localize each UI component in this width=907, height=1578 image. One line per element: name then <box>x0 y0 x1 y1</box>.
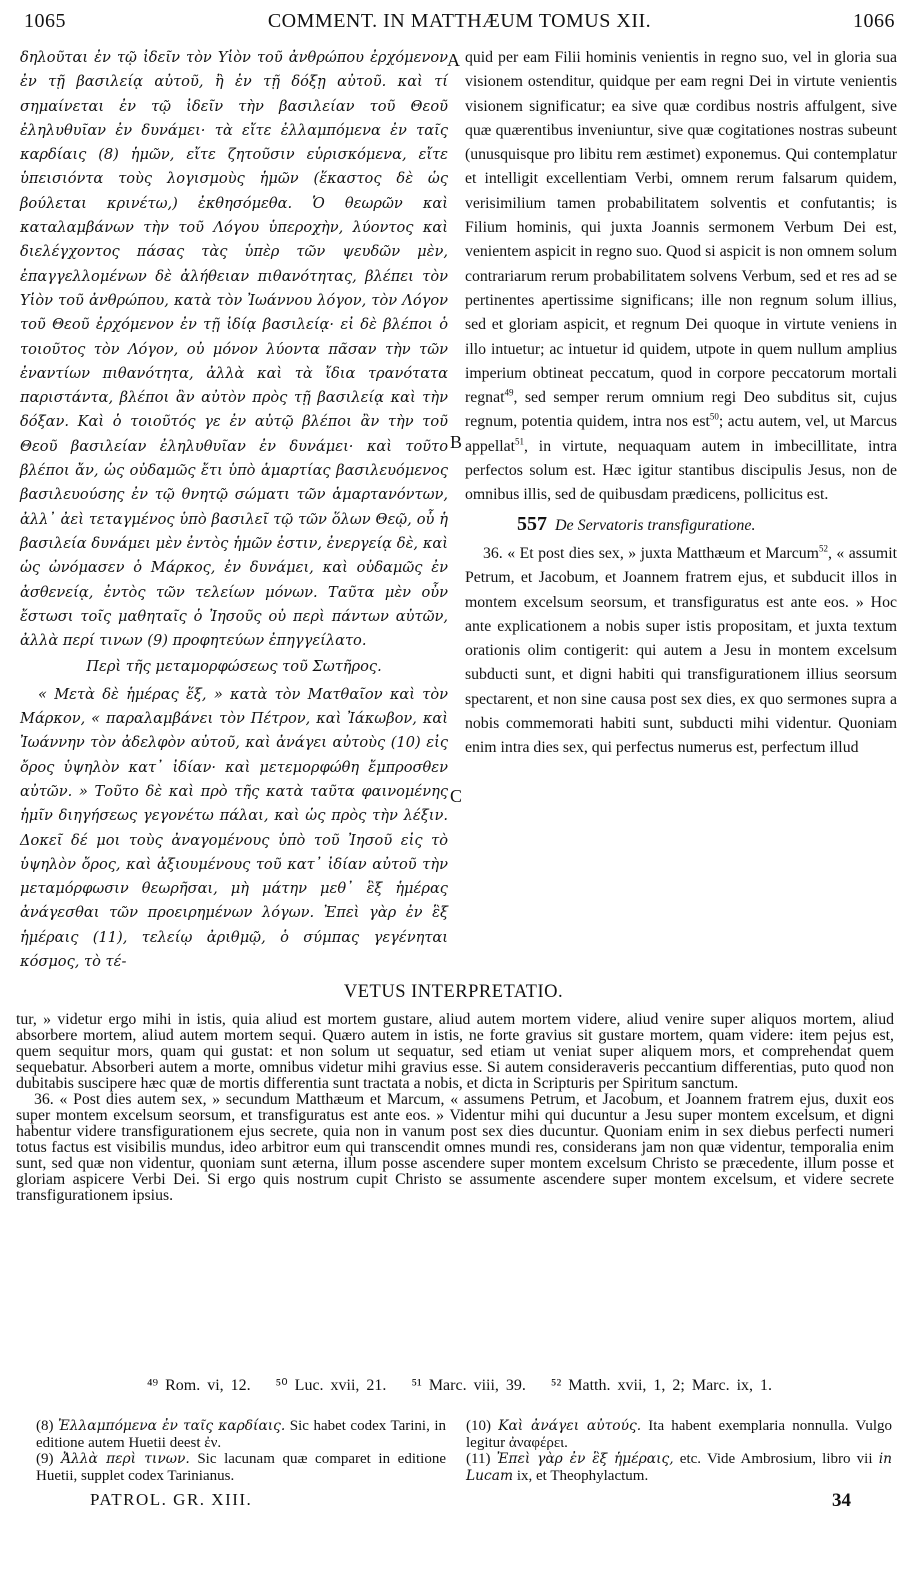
page-header <box>24 10 895 36</box>
section-number: 557 <box>517 512 547 535</box>
greek-section-title: Περὶ τῆς μεταμορφώσεως τοῦ Σωτῆρος. <box>86 658 382 676</box>
note-number: (11) <box>466 1451 491 1467</box>
latin-text: , in virtute, nequaquam autem in imbecillitate, intra perfectos solum est. Hæc igitur stantibus discipulis Jesus, non de omnibus illis, sed de quibusdam prædicens, pollicitus est. <box>465 437 897 504</box>
latin-column <box>465 46 897 761</box>
footnote-ref: 52 <box>818 543 828 554</box>
latin-section-heading <box>465 512 897 538</box>
page-number-left: 1065 <box>24 10 66 32</box>
latin-paragraph-1 <box>465 46 897 508</box>
notes-right <box>466 1418 892 1484</box>
footer-signature: PATROL. GR. XIII. <box>90 1490 253 1509</box>
note-9 <box>36 1451 446 1484</box>
vetus-heading: VETUS INTERPRETATIO. <box>343 982 564 1002</box>
latin-text: quid per eam Filii hominis venientis in regno suo, vel in gloria sua visionem ostenditur, quidque per eam regni Dei in virtute venientis visionem significatur; ea sive quæ cordibus nostris affulgent, sive quæ quærentibus inveniuntur, sive quæ cogitationes nostras subeunt (unusquisque pro libitu rem æstimet) exponemus. Qui contemplatur et intelligit excellentiam Verbi, omnem rerum falsarum quidem, verisimilium tamen probabilitatem solventis et confutantis; is Filium hominis, qui juxta Joannis sermonem Verbum Dei est, venientem aspicit in regno suo. Quod si aspicit is non omnem solum contrariarum rerum probabilitatem solvens Verbum, sed et res ad se pertinentes apertissime significans; ille non regnum solum illius, sed et gloriam aspicit, et regnum Dei quoque in virtute veniens in illo intuetur; ac intuetur id quidem, utpote in quem nullum amplius imperium obtineat peccatum, quod in corpore peccatorum mortali regnat <box>465 49 897 407</box>
note-greek: Καὶ ἀνάγει αὐτούς. <box>498 1418 642 1434</box>
note-italic: in Lucam <box>466 1451 892 1484</box>
note-greek: Ἐπεὶ γὰρ ἐν ἓξ ἡμέραις, <box>496 1451 674 1467</box>
latin-text: , sed semper rerum omnium regi Deo subditus sit, cujus regnum, potentia quidem, intra nos est <box>465 389 897 431</box>
note-text: Sic lacunam quæ comparet in editione Huetii, supplet codex Tarinianus. <box>36 1451 446 1484</box>
latin-text: 36. « Et post dies sex, » juxta Matthæum et Marcum <box>483 544 819 562</box>
latin-section-title: De Servatoris transfiguratione. <box>555 516 756 534</box>
note-greek: Ἐλλαμπόμενα ἐν ταῖς καρδίαις. <box>58 1418 286 1434</box>
footer-sheet-number: 34 <box>832 1490 851 1511</box>
margin-letter-b: B <box>450 432 463 452</box>
scripture-ref: ⁵² Matth. xvii, 1, 2; Marc. ix, 1. <box>550 1377 773 1394</box>
note-text: Sic habet codex Tarini, in editione autem Huetii deest ἐν. <box>36 1418 446 1451</box>
scripture-ref: ⁴⁹ Rom. vi, 12. <box>146 1377 251 1394</box>
scripture-references <box>36 1375 883 1395</box>
greek-paragraph-1: δηλοῦται ἐν τῷ ἰδεῖν τὸν Υἱὸν τοῦ ἀνθρώπου ἐρχόμενον ἐν τῇ βασιλείᾳ αὐτοῦ, ἢ ἐν τῇ δόξῃ αὐτοῦ. καὶ τί σημαίνεται ἐν τῷ ἰδεῖν τὴν βασιλείαν τοῦ Θεοῦ ἐληλυθυῖαν ἐν δυνάμει· τὰ εἴτε ἐλλαμπόμενα ἐν ταῖς καρδίαις (8) ἡμῶν, εἴτε ζητοῦσιν εὑρισκόμενα, εἴτε ὑπεισιόντα τοὺς λογισμοὺς ἡμῶν (ἕκαστος δὲ ὡς βούλεται κρινέτω,) ἐκθησόμεθα. Ὁ θεωρῶν καὶ καταλαμβάνων τὴν τοῦ Λόγου ὑπεροχὴν, λύοντος καὶ διελέγχοντος πάσας τὰς ὑπὲρ τῶν ψευδῶν μὲν, ἐπαγγελλομένων δὲ ἀλήθειαν πιθανότητας, βλέπει τὸν Υἱὸν τοῦ ἀνθρώπου, κατὰ τὸν Ἰωάννου λόγον, τὸν Λόγον τοῦ Θεοῦ ἐρχόμενον ἐν τῇ ἰδίᾳ βασιλείᾳ· εἰ δὲ βλέποι ὁ τοιοῦτος τὸν Λόγον, οὐ μόνον λύοντα πᾶσαν τὴν τῶν ἐναντίων πιθανότητα, ἀλλὰ καὶ τὰ ἴδια τρανότατα παριστάντα, βλέποι ἂν αὐτὸν πρὸς τῇ βασιλείᾳ καὶ τὴν δόξαν. Καὶ ὁ τοιοῦτός γε ἐν αὐτῷ βλέποι ἂν τὴν τοῦ Θεοῦ βασιλείαν ἐληλυθυῖαν ἐν δυνάμει· καὶ τοῦτο βλέποι ἄν, ὡς οὐδαμῶς ἔτι ὑπὸ ἁμαρτίας βασιλευόμενος βασιλευούσης ἐν τῷ θνητῷ σώματι τῶν ἁμαρτανόντων, ἀλλ᾽ ἀεὶ τεταγμένος ὑπὸ βασιλεῖ τῷ τῶν ὅλων Θεῷ, οὗ ἡ βασιλεία δυνάμει μὲν ἐντὸς ἡμῶν ἐστιν, ἐνεργείᾳ δὲ, καὶ ὡς ὠνόμασεν ὁ Μάρκος, ἐν δυνάμει, καὶ οὐδαμῶς ἐν ἀσθενείᾳ, ἐντὸς τῶν τελείων μόνων. Ταῦτα μὲν οὖν ἔστωσι τοῖς μαθηταῖς ὁ Ἰησοῦς οὐ περὶ πάντων αὐτῶν, ἀλλὰ περί τινων (9) προφητεύων ἐπηγγείλατο. <box>20 49 448 650</box>
footnote-ref: 50 <box>709 412 719 423</box>
note-number: (10) <box>466 1418 491 1434</box>
greek-paragraph-2: « Μετὰ δὲ ἡμέρας ἕξ, » κατὰ τὸν Ματθαῖον καὶ τὸν Μάρκον, « παραλαμβάνει τὸν Πέτρον, καὶ Ἰάκωβον, καὶ Ἰωάννην τὸν ἀδελφὸν αὐτοῦ, καὶ ἀνάγει αὐτοὺς (10) εἰς ὄρος ὑψηλὸν κατ᾽ ἰδίαν· καὶ μετεμορφώθη ἔμπροσθεν αὐτῶν. » Τοῦτο δὲ καὶ πρὸ τῆς κατὰ ταῦτα φαινομένης ἡμῖν διηγήσεως γεγονέτω πάλαι, καὶ ὡς πρὸς τὴν λέξιν. Δοκεῖ δέ μοι τοὺς ἀναγομένους ὑπὸ τοῦ Ἰησοῦ εἰς τὸ ὑψηλὸν ὄρος, καὶ ἀξιουμένους τοῦ κατ᾽ ἰδίαν αὐτοῦ τὴν μεταμόρφωσιν θεωρῆσαι, μὴ μάτην μεθ᾽ ἓξ ἡμέρας ἀνάγεσθαι τῶν προειρημένων λόγων. Ἐπεὶ γὰρ ἐν ἓξ ἡμέραις (11), τελείῳ ἀριθμῷ, ὁ σύμπας γεγένηται κόσμος, τὸ τέ- <box>20 685 448 970</box>
footnote-ref: 49 <box>504 387 514 398</box>
margin-letter-a: A <box>447 50 460 70</box>
latin-paragraph-2 <box>465 542 897 761</box>
note-text: Ita habent exemplaria nonnulla. Vulgo legitur ἀναφέρει. <box>466 1418 893 1451</box>
notes-left <box>36 1418 446 1484</box>
scripture-ref: ⁵⁰ Luc. xvii, 21. <box>275 1377 387 1394</box>
vetus-interpretatio <box>16 1012 894 1204</box>
latin-text: , « assumit Petrum, et Jacobum, et Joannem fratrem ejus, et subducit illos in montem excelsum seorsum, et transfiguratus est ante eos. » Hoc ante explicationem a nobis super istis propositam, et juxta textum orationis olim contigerit: qui autem a Jesu in montem excelsum subducti sunt, et digni habiti qui transfigurationem illius seorsum spectarent, et non sine causa post sex dies, ex quo sermones supra a nobis commemorati habiti sunt, subducti mihi videntur. Quoniam enim intra dies sex, qui perfectus numerus est, perfectum illud <box>465 544 897 757</box>
note-text: etc. Vide Ambrosium, libro vii <box>673 1451 879 1467</box>
note-number: (9) <box>36 1451 54 1467</box>
note-10 <box>466 1418 892 1451</box>
note-8 <box>36 1418 446 1451</box>
footnote-ref: 51 <box>515 436 524 447</box>
note-number: (8) <box>36 1418 54 1434</box>
vetus-paragraph-1: tur, » videtur ergo mihi in istis, quia aliud est mortem gustare, aliud autem mortem videre, aliud venire super aliquos mortem, aliud absorbere mortem, aliud autem mortem sequi. Quæro autem in istis, ne forte gravius sit gustare mortem, quam videre: item pejus est, quem sequitur mors, quam qui gustat: et non solum ut sequatur, sed etiam ut veniat super aliquem mors, et comprehendat quem sequebatur. Absorberi autem a morte, omnibus videtur mihi gravius esse. Si autem consideraveris peccantium differentias, puto quod non dubitabis suscipere hæc quæ de mortis differentia sunt tractata a nobis, et dicta in Scripturis per Spiritum sanctum. <box>16 1011 894 1092</box>
greek-column <box>20 46 448 974</box>
margin-letter-c: C <box>450 786 463 806</box>
running-title: COMMENT. IN MATTHÆUM TOMUS XII. <box>267 10 652 32</box>
note-greek: Ἀλλὰ περὶ τινων. <box>61 1451 190 1467</box>
note-11 <box>466 1451 892 1484</box>
scripture-ref: ⁵¹ Marc. viii, 39. <box>411 1377 526 1394</box>
page-number-right: 1066 <box>853 10 895 32</box>
latin-text: ; actu autem, vel, ut Marcus appellat <box>465 413 898 455</box>
vetus-paragraph-2: 36. « Post dies autem sex, » secundum Matthæum et Marcum, « assumens Petrum, et Jacobum, et Joannem fratrem ejus, duxit eos super montem excelsum seorsum, et transfiguratus est ante eos. » Videntur mihi qui ducuntur a Jesu super montem excelsum, et digni habentur videre transfigurationem ejus secrete, quia non in vanum post sex dies ducuntur. Quoniam enim in sex diebus perfecti numeri totus factus est visibilis mundus, ideo arbitror eum qui transcendit omnes mundi res, considerans jam non quæ videntur, temporalia enim sunt, sed quæ non videntur, quoniam sunt æterna, illum posse ascendere super montem excelsum Christo se præcedente, illum posse et gloriam aspicere Verbi Dei. Si ergo quis nostrum cupit Christo se assumente ascendere super montem excelsum, et videre secrete transfigurationem ipsius. <box>16 1091 894 1204</box>
note-text: ix, et Theophylactum. <box>513 1467 649 1484</box>
